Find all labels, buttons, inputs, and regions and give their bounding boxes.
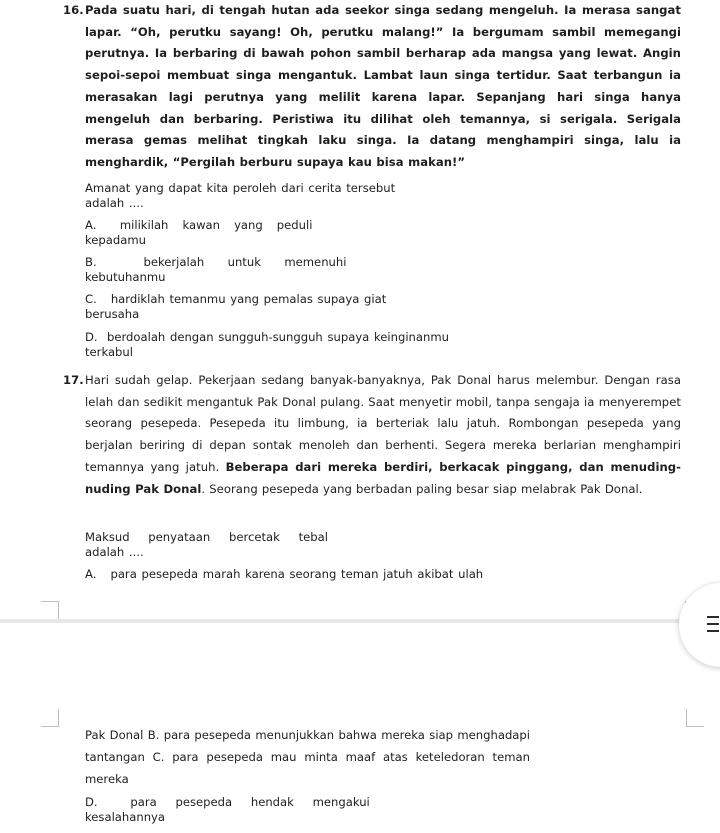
page-corner-top-left bbox=[41, 601, 59, 619]
option-a-line2: kepadamu bbox=[85, 233, 147, 247]
page-corner-bottom-left bbox=[41, 709, 59, 727]
question-16-prompt bbox=[85, 181, 395, 211]
question-16-number: 16. bbox=[63, 3, 84, 17]
option-c-line2: berusaha bbox=[85, 307, 140, 321]
question-16-option-c[interactable] bbox=[85, 292, 386, 322]
question-16-passage bbox=[63, 0, 681, 174]
option-d-line1: D. berdoalah dengan sungguh-sungguh supaya keinginanmu bbox=[85, 330, 449, 344]
q17-option-d-line2: kesalahannya bbox=[85, 810, 166, 824]
question-17-prompt-line2: adalah .... bbox=[85, 545, 144, 559]
question-16-option-b[interactable] bbox=[85, 255, 346, 285]
option-d-line2: terkabul bbox=[85, 345, 133, 359]
question-17-number: 17. bbox=[63, 373, 84, 387]
option-b-line2: kebutuhanmu bbox=[85, 270, 166, 284]
menu-button[interactable] bbox=[679, 583, 720, 667]
question-17-prompt bbox=[85, 530, 328, 560]
q17-option-a-line: A. para pesepeda marah karena seorang teman jatuh akibat ulah bbox=[85, 567, 484, 581]
page-corner-bottom-right bbox=[686, 709, 704, 727]
hamburger-menu-icon-bar3 bbox=[707, 630, 719, 632]
option-c-line1: C. hardiklah temanmu yang pemalas supaya giat bbox=[85, 292, 387, 306]
question-17-option-a[interactable] bbox=[85, 567, 483, 582]
page-break-divider bbox=[0, 619, 705, 623]
question-16-prompt-line1: Amanat yang dapat kita peroleh dari cerita tersebut bbox=[85, 181, 396, 195]
question-16-text: Pada suatu hari, di tengah hutan ada seekor singa sedang mengeluh. Ia merasa sangat lapar. “Oh, perutku sayang! Oh, perutku malang!” Ia bergumam sambil memegangi perutnya. Ia berbaring di bawah pohon sambil berharap ada mangsa yang lewat. Angin sepoi-sepoi membuat singa mengantuk. Lambat laun singa tertidur. Saat terbangun ia merasakan lagi perutnya yang melilit karena lapar. Sepanjang hari singa hanya mengeluh dan berbaring. Peristiwa itu dilihat oleh temannya, si serigala. Serigala merasa gemas melihat tingkah laku singa. Ia datang menghampiri singa, lalu ia menghardik, “Pergilah berburu supaya kau bisa makan!” bbox=[85, 3, 681, 169]
option-a-line1: A. milikilah kawan yang peduli bbox=[85, 218, 313, 232]
question-17-bold-statement: Beberapa dari mereka berdiri, berkacak pinggang, dan menuding-nuding Pak Donal bbox=[85, 459, 681, 496]
option-b-line1: B. bekerjalah untuk memenuhi bbox=[85, 255, 347, 269]
question-17-continuation: Pak Donal B. para pesepeda menunjukkan bahwa mereka siap menghadapi tantangan C. para pesepeda mau minta maaf atas keteledoran teman mereka bbox=[85, 728, 530, 786]
question-17-text-part2: . Seorang pesepeda yang berbadan paling besar siap melabrak Pak Donal. bbox=[201, 481, 643, 496]
hamburger-menu-icon bbox=[707, 616, 719, 618]
question-17-passage bbox=[63, 370, 681, 500]
question-17-text-part1: Hari sudah gelap. Pekerjaan sedang banyak-banyaknya, Pak Donal harus melembur. Dengan rasa lelah dan sedikit mengantuk Pak Donal pulang. Saat menyetir mobil, tanpa sengaja ia menyerempet seorang pesepeda. Pesepeda itu limbung, ia berteriak lalu jatuh. Rombongan pesepeda yang berjalan beriring di depan sontak menoleh dan berhenti. Segera mereka berlarian menghampiri temannya yang jatuh. bbox=[85, 373, 681, 474]
question-17-prompt-line1: Maksud penyataan bercetak tebal bbox=[85, 530, 328, 544]
q17-option-d-line1: D. para pesepeda hendak mengakui bbox=[85, 795, 370, 809]
question-17-option-d[interactable] bbox=[85, 795, 370, 825]
hamburger-menu-icon-bar2 bbox=[707, 623, 719, 625]
question-16-prompt-line2: adalah .... bbox=[85, 196, 144, 210]
question-16-option-a[interactable] bbox=[85, 218, 312, 248]
question-16-option-d[interactable] bbox=[85, 330, 449, 360]
